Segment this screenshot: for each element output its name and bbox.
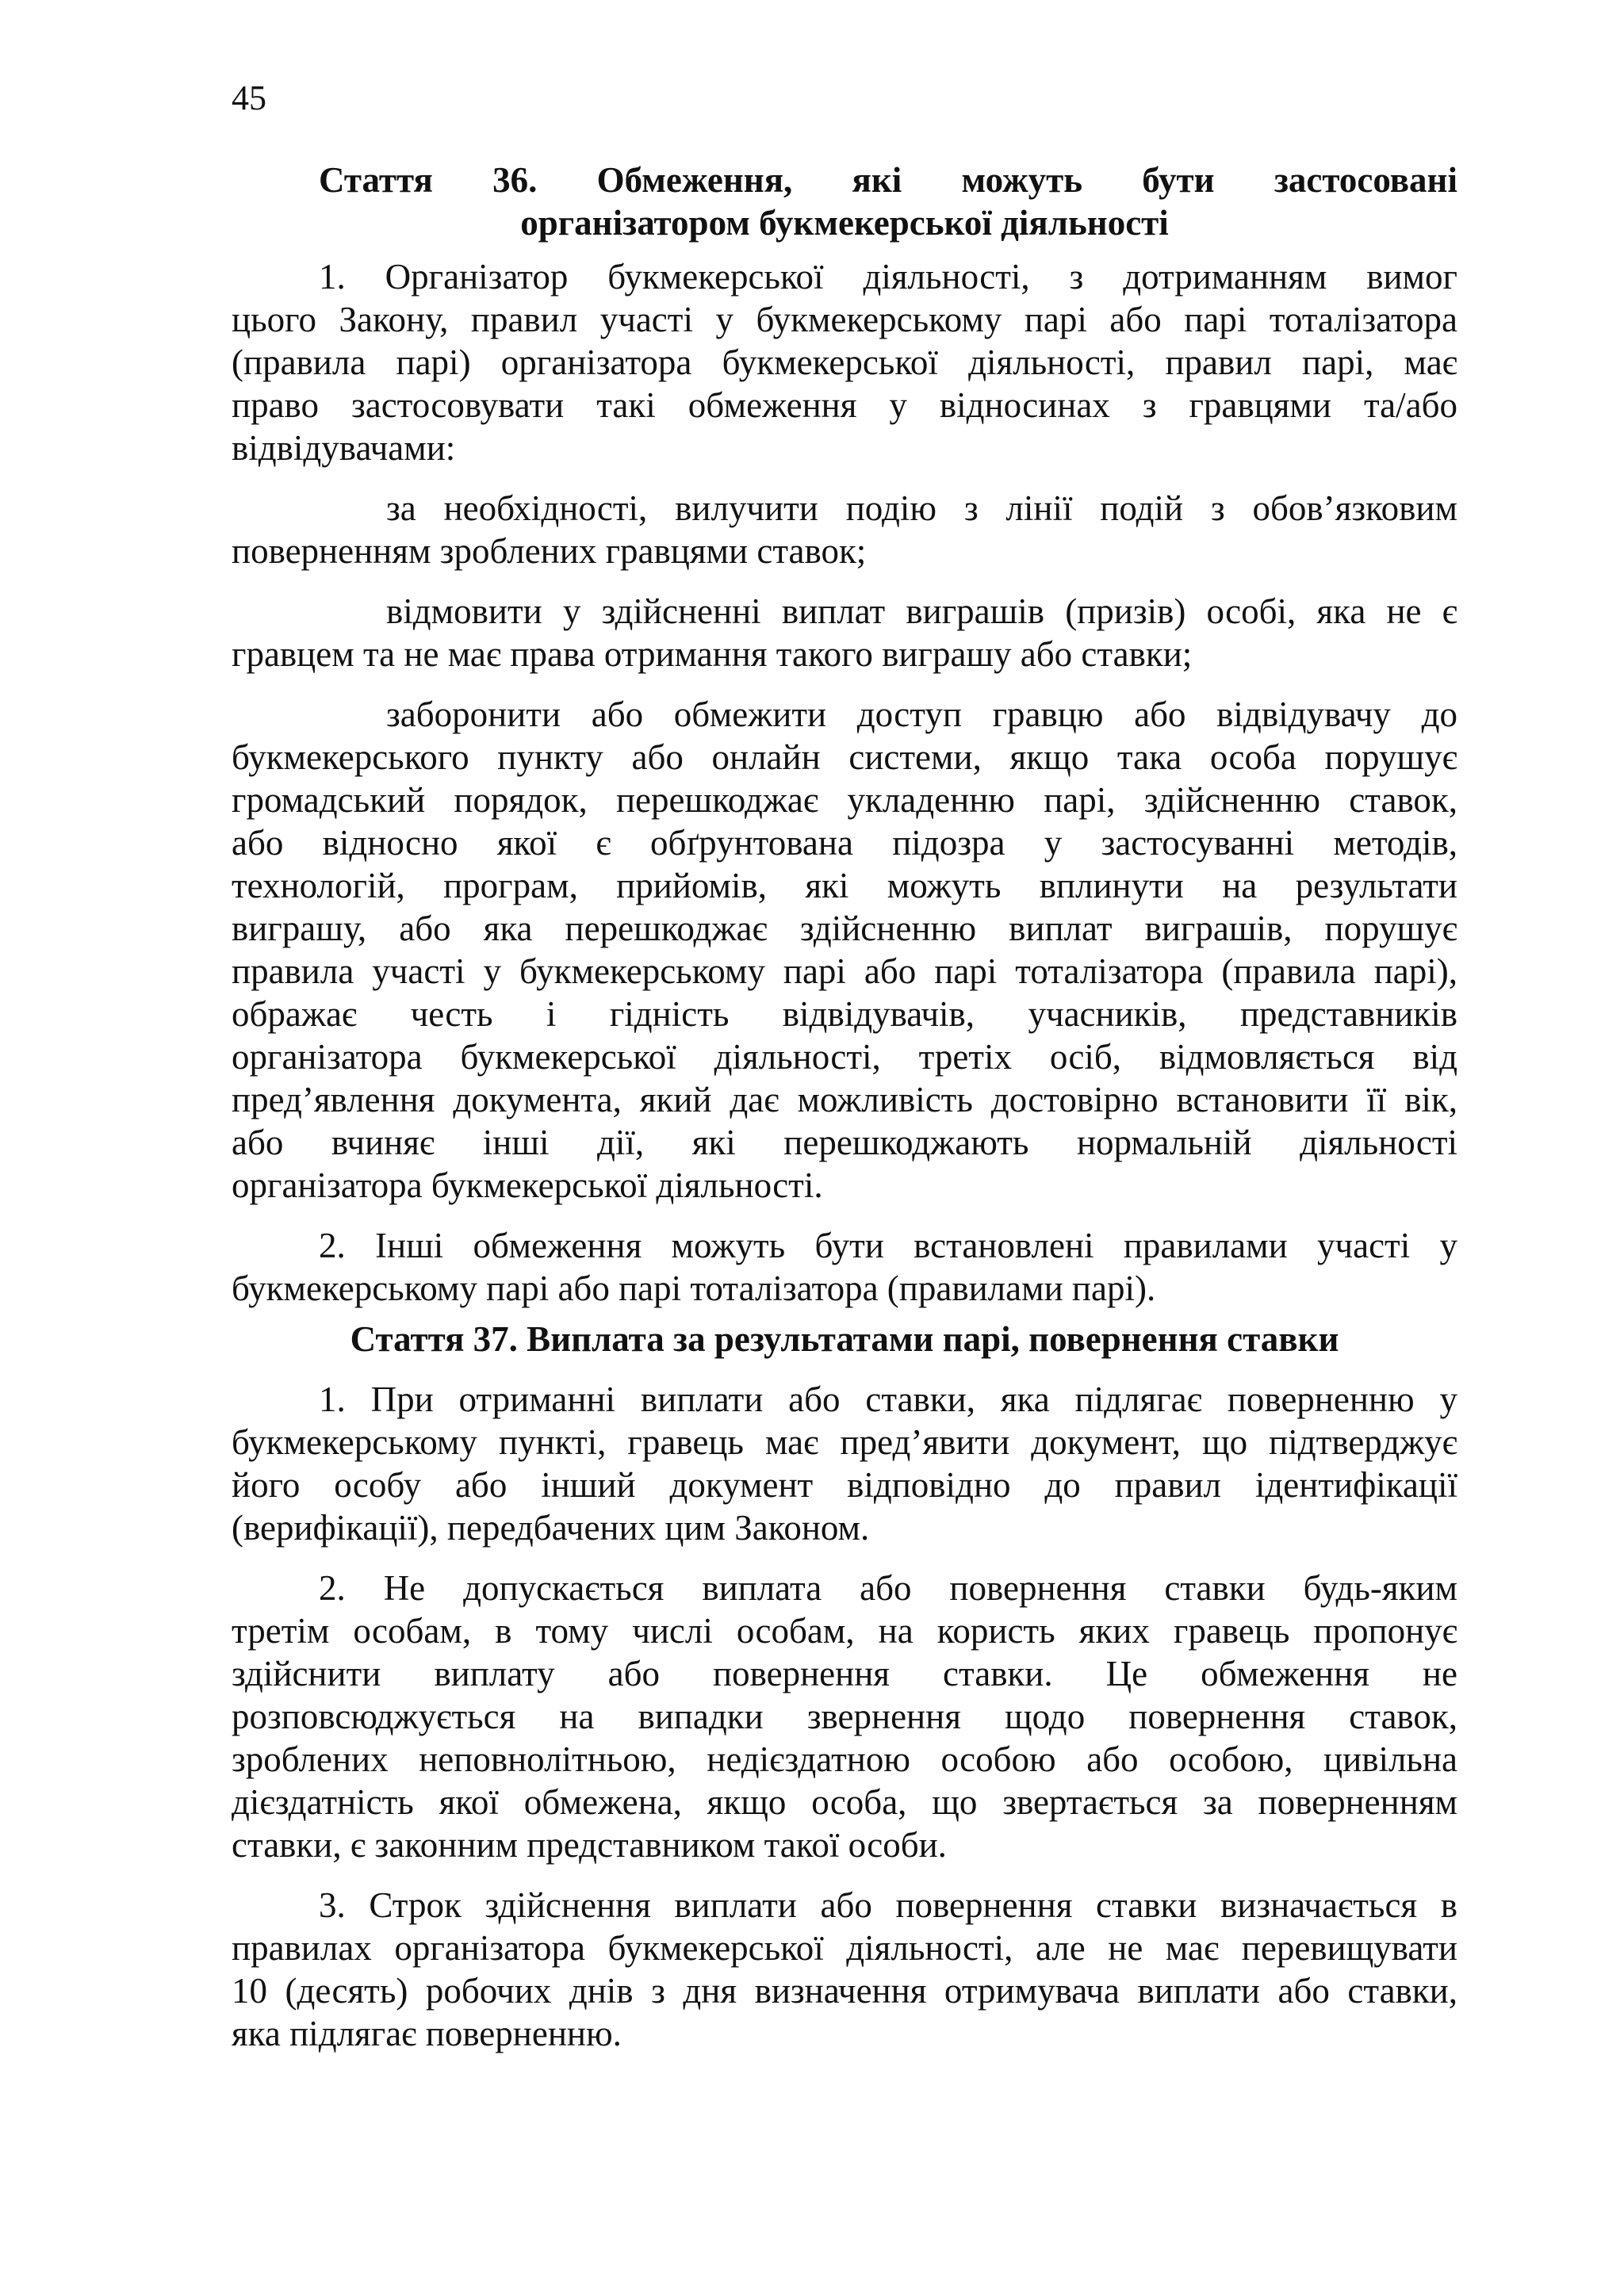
text-line: відвідувачами: [232, 428, 456, 468]
text-line: право застосовувати такі обмеження у відносинах з гравцями та/або [232, 385, 1457, 425]
article-36-paragraph-1 [232, 255, 1457, 469]
text-line: 10 (десять) робочих днів з дня визначення отримувача виплати або ставки, [232, 1971, 1457, 2011]
article-36-subitem-3 [232, 693, 1457, 1207]
text-line: яка підлягає поверненню. [232, 2014, 622, 2053]
document-body [232, 159, 1457, 2055]
text-line: зроблених неповнолітньою, недієздатною особою або особою, цивільна [232, 1739, 1457, 1779]
text-line: третім особам, в тому числі особам, на користь яких гравець пропонує [232, 1611, 1457, 1651]
heading-line: Стаття 36. Обмеження, які можуть бути застосовані [319, 160, 1457, 200]
text-line: пред’явлення документа, який дає можливість достовірно встановити її вік, [232, 1080, 1457, 1119]
text-line: букмекерському парі або парі тоталізатора (правилами парі). [232, 1269, 1156, 1308]
text-line: або вчиняє інші дії, які перешкоджають нормальній діяльності [232, 1123, 1457, 1162]
article-36-subitem-1 [232, 487, 1457, 572]
heading-line: організатором букмекерської діяльності [520, 203, 1169, 243]
text-line: здійснити виплату або повернення ставки. Це обмеження не [232, 1654, 1457, 1693]
article-36-paragraph-2 [232, 1224, 1457, 1310]
text-line: букмекерського пункту або онлайн системи, якщо така особа порушує [232, 737, 1457, 777]
article-37-paragraph-2 [232, 1567, 1457, 1866]
text-line: громадський порядок, перешкоджає укладенню парі, здійсненню ставок, [232, 780, 1457, 820]
text-line: правилах організатора букмекерської діяльності, але не має перевищувати [232, 1928, 1457, 1968]
text-line: його особу або інший документ відповідно до правил ідентифікації [232, 1465, 1457, 1505]
text-line: 2. Не допускається виплата або повернення ставки будь-яким [319, 1568, 1457, 1608]
article-37-paragraph-3 [232, 1884, 1457, 2055]
text-line: розповсюджується на випадки звернення щодо повернення ставок, [232, 1697, 1457, 1736]
text-line: 3. Строк здійснення виплати або повернення ставки визначається в [319, 1885, 1457, 1925]
text-line: за необхідності, вилучити подію з лінії подій з обов’язковим [386, 488, 1457, 528]
article-36-subitem-2 [232, 590, 1457, 675]
text-line: ставки, є законним представником такої особи. [232, 1825, 947, 1865]
article-37-heading [232, 1318, 1457, 1360]
article-37-paragraph-1 [232, 1378, 1457, 1549]
text-line: 1. При отриманні виплати або ставки, яка підлягає поверненню у [319, 1380, 1457, 1419]
text-line: поверненням зроблених гравцями ставок; [232, 531, 867, 571]
text-line: цього Закону, правил участі у букмекерському парі або парі тоталізатора [232, 300, 1457, 339]
text-line: організатора букмекерської діяльності. [232, 1165, 823, 1205]
text-line: гравцем та не має права отримання такого виграшу або ставки; [232, 634, 1193, 674]
text-line: ображає честь і гідність відвідувачів, учасників, представників [232, 994, 1457, 1034]
text-line: (верифікації), передбачених цим Законом. [232, 1508, 870, 1548]
page-number: 45 [232, 78, 266, 117]
text-line: заборонити або обмежити доступ гравцю або відвідувачу до [386, 695, 1457, 734]
text-line: 2. Інші обмеження можуть бути встановлені правилами участі у [319, 1226, 1457, 1265]
text-line: 1. Організатор букмекерської діяльності, з дотриманням вимог [319, 257, 1457, 297]
text-line: (правила парі) організатора букмекерської діяльності, правил парі, має [232, 342, 1457, 382]
text-line: організатора букмекерської діяльності, третіх осіб, відмовляється від [232, 1037, 1457, 1077]
text-line: дієздатність якої обмежена, якщо особа, що звертається за поверненням [232, 1782, 1457, 1822]
text-line: виграшу, або яка перешкоджає здійсненню виплат виграшів, порушує [232, 909, 1457, 948]
text-line: або відносно якої є обґрунтована підозра у застосуванні методів, [232, 823, 1457, 863]
text-line: технологій, програм, прийомів, які можуть вплинути на результати [232, 866, 1457, 905]
article-36-heading [232, 159, 1457, 244]
text-line: відмовити у здійсненні виплат виграшів (призів) особі, яка не є [386, 591, 1457, 631]
text-line: правила участі у букмекерському парі або парі тоталізатора (правила парі), [232, 951, 1457, 991]
heading-line: Стаття 37. Виплата за результатами парі, повернення ставки [350, 1319, 1339, 1359]
text-line: букмекерському пункті, гравець має пред’явити документ, що підтверджує [232, 1422, 1457, 1462]
